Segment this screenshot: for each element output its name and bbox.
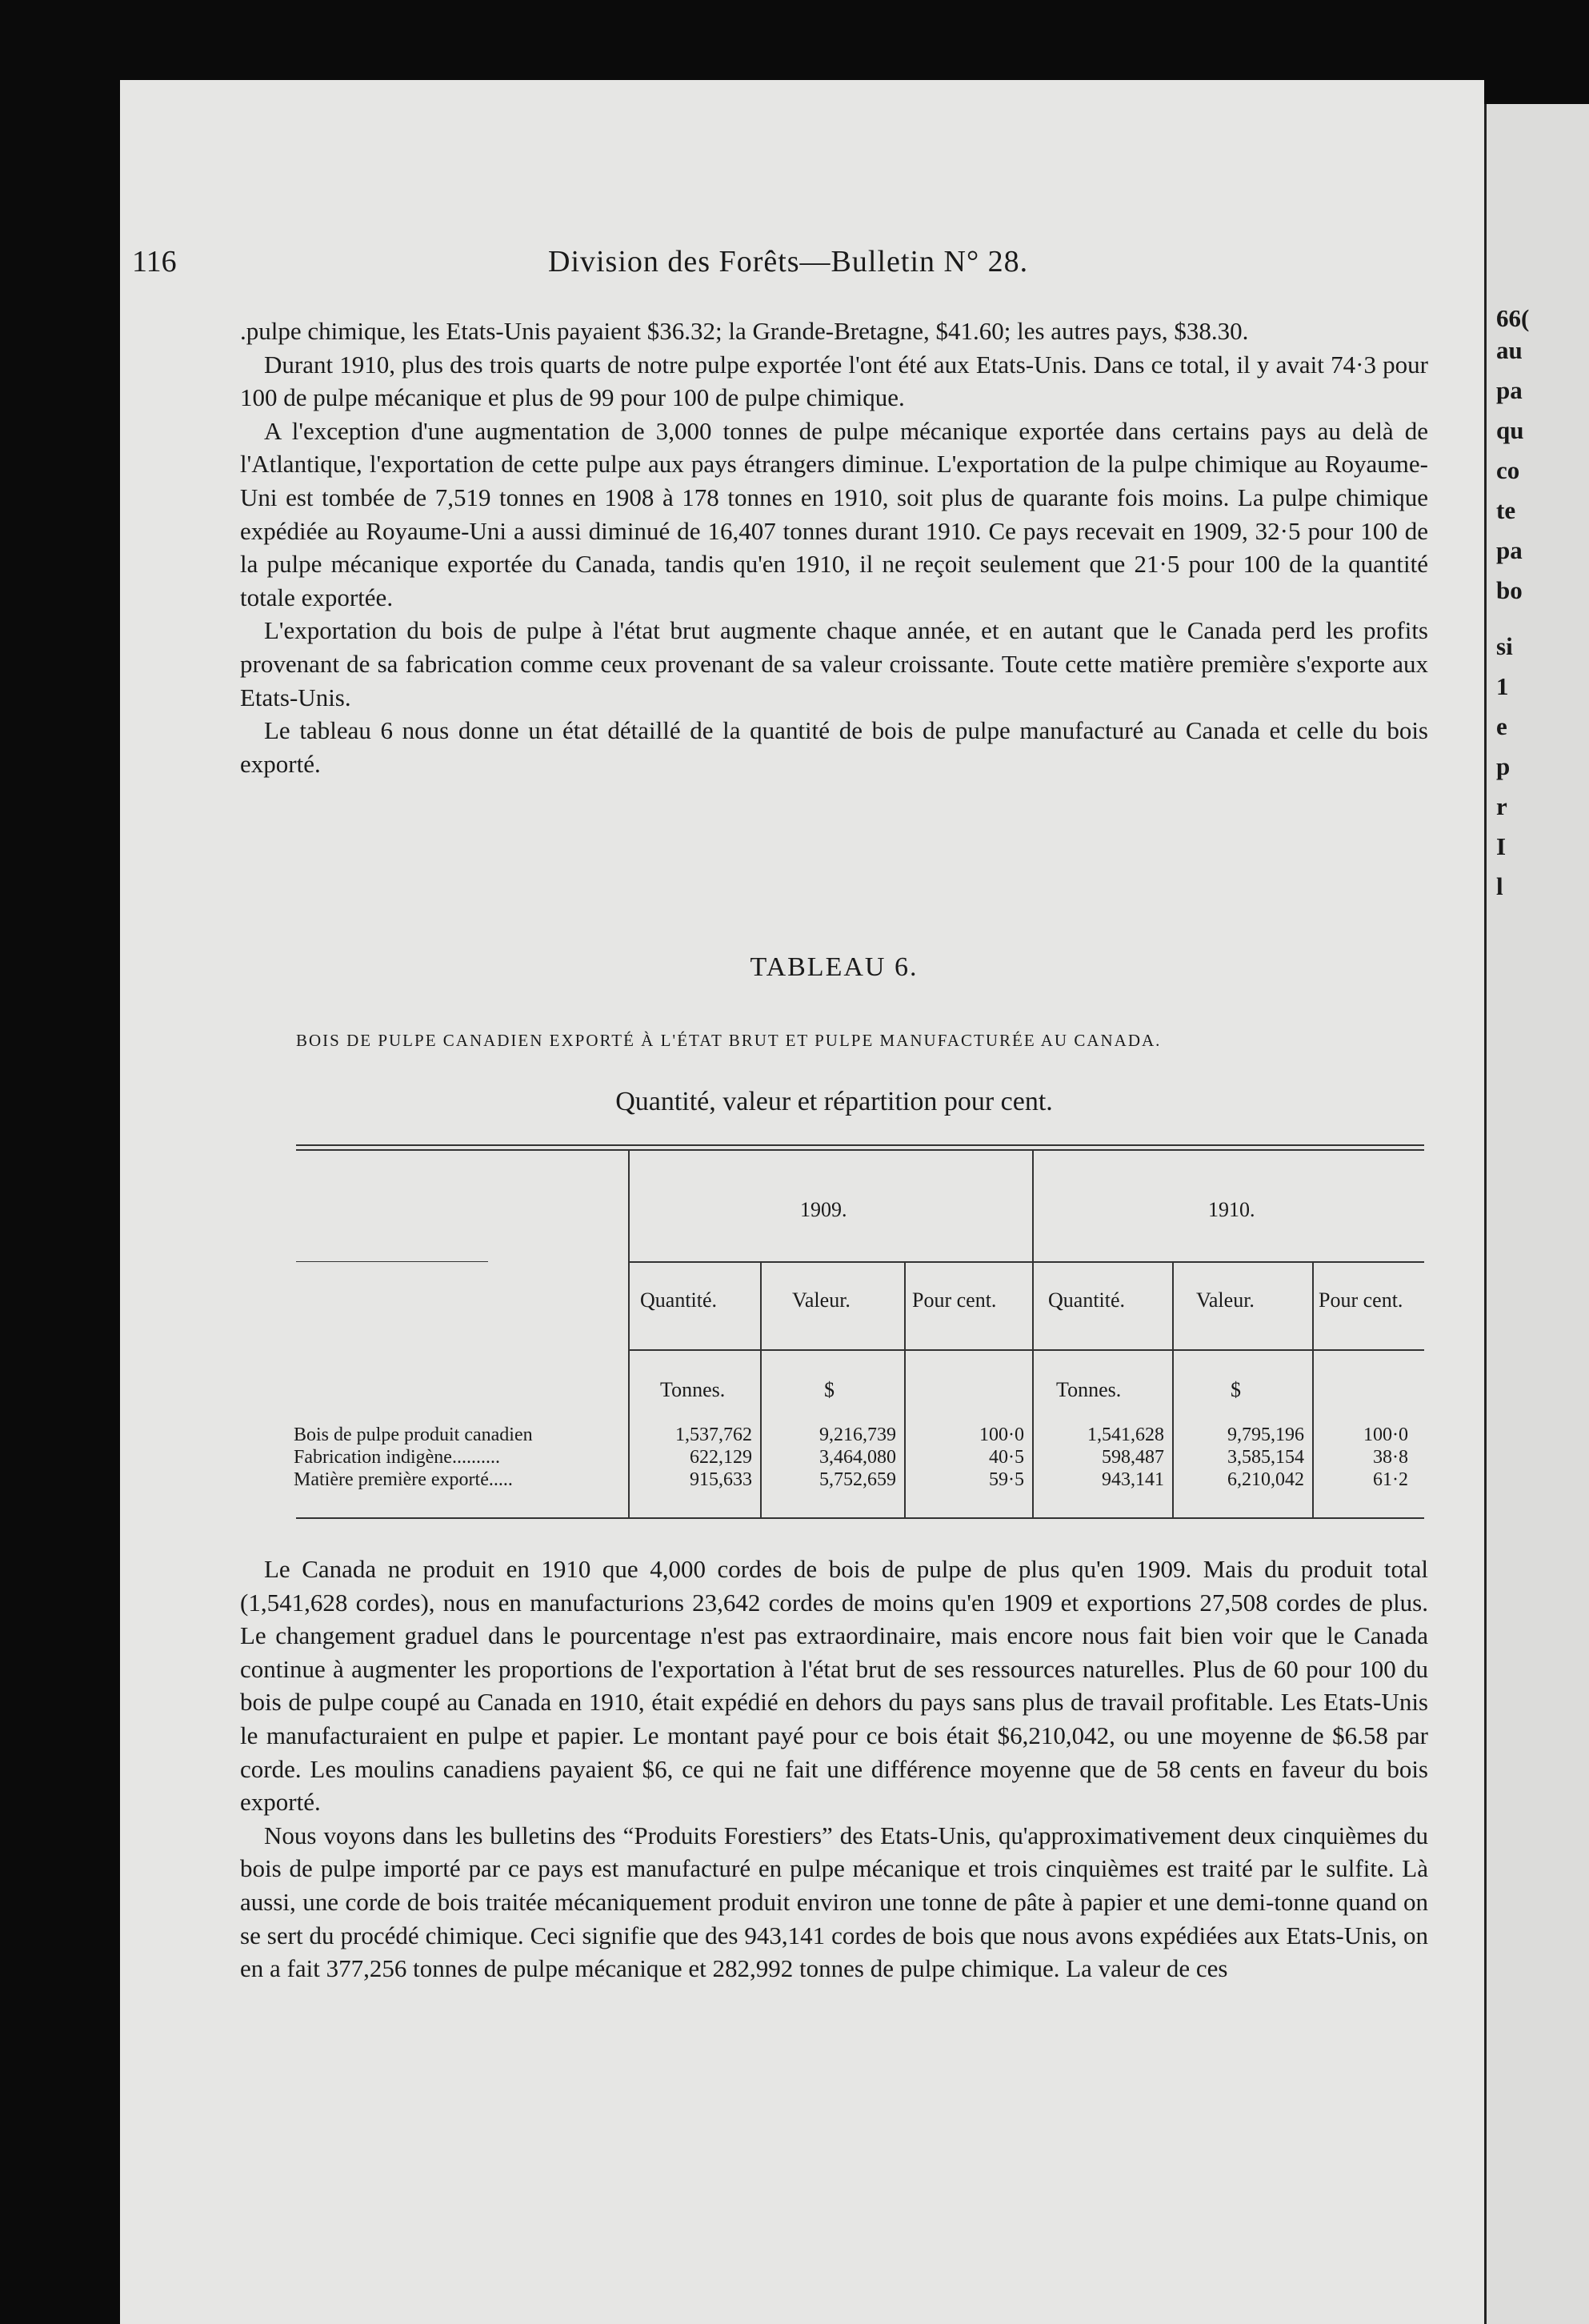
column-header: Quantité. (640, 1288, 718, 1312)
unit-label: $ (1231, 1378, 1241, 1401)
year-header: 1909. (800, 1198, 847, 1221)
column-header: Quantité. (1048, 1288, 1126, 1312)
column-header: Valeur. (792, 1288, 851, 1312)
next-page-fragment: r (1496, 792, 1507, 820)
next-page-fragment: si (1496, 632, 1513, 660)
table-rule (296, 1149, 1424, 1151)
next-page-fragment: pa (1496, 536, 1523, 564)
paragraph: A l'exception d'une augmentation de 3,000 tonnes de pulpe mécanique exportée dans certains pays au delà de l'Atlantique, l'exportation de cette pulpe aux pays étrangers diminue. L'exportation de la pulpe chimique au Royaume-Uni est tombée de 7,519 tonnes en 1908 à 178 tonnes en 1910, soit plus de quarante fois moins. La pulpe chimique expédiée au Royaume-Uni a aussi diminué de 16,407 tonnes durant 1910. Ce pays recevait en 1909, 32·5 pour 100 de la pulpe mécanique exportée du Canada, tandis qu'en 1910, il ne reçoit seulement que 21·5 pour 100 de la quantité totale exportée. (240, 416, 1428, 611)
table-cell: 100·0 (979, 1424, 1024, 1445)
next-page-fragment: I (1496, 832, 1507, 860)
next-page-fragment: qu (1496, 416, 1524, 444)
table-cell: 3,464,080 (819, 1447, 896, 1468)
table-cell: 9,795,196 (1227, 1424, 1304, 1445)
table-rule (1032, 1149, 1034, 1517)
next-page-fragment: co (1496, 456, 1520, 484)
table-cell: 61·2 (1373, 1469, 1408, 1490)
unit-label: Tonnes. (660, 1378, 726, 1401)
table-cell: 943,141 (1102, 1469, 1164, 1490)
table-row-label: Fabrication indigène.......... (294, 1447, 500, 1468)
table-rule (1172, 1261, 1174, 1517)
year-header: 1910. (1208, 1198, 1255, 1221)
paragraph: Le tableau 6 nous donne un état détaillé de la quantité de bois de pulpe manufacturé au Canada et celle du bois exporté. (240, 716, 1428, 778)
table-cell: 38·8 (1373, 1447, 1408, 1468)
table-rule (628, 1261, 1424, 1263)
table-cell: 1,537,762 (675, 1424, 752, 1445)
paragraph: L'exportation du bois de pulpe à l'état brut augmente chaque année, et en autant que le Canada perd les profits provenant de sa fabrication comme ceux provenant de sa valeur croissante. Toute cette matière première s'exporte aux Etats-Unis. (240, 616, 1428, 711)
unit-label: $ (824, 1378, 835, 1401)
body-text-top (240, 315, 1428, 780)
table-cell: 9,216,739 (819, 1424, 896, 1445)
table-title: TABLEAU 6. (750, 952, 919, 982)
next-page-fragment: 66( (1496, 304, 1530, 332)
table-rule (1312, 1261, 1314, 1517)
paragraph: .pulpe chimique, les Etats-Unis payaient $36.32; la Grande-Bretagne, $41.60; les autres pays, $38.30. (240, 317, 1249, 345)
next-page-fragment: p (1496, 752, 1511, 780)
table-rule (904, 1261, 906, 1517)
paragraph: Durant 1910, plus des trois quarts de notre pulpe exportée l'ont été aux Etats-Unis. Dans ce total, il y avait 74·3 pour 100 de pulpe mécanique et plus de 99 pour 100 de pulpe chimique. (240, 350, 1428, 412)
table-row-label: Matière première exporté..... (294, 1469, 513, 1490)
table-cell: 1,541,628 (1087, 1424, 1164, 1445)
column-header: Valeur. (1196, 1288, 1255, 1312)
next-page-fragment: bo (1496, 576, 1523, 604)
table-rule (628, 1349, 1424, 1351)
table-rule (296, 1261, 488, 1262)
table-subtitle: BOIS DE PULPE CANADIEN EXPORTÉ À L'ÉTAT BRUT ET PULPE MANUFACTURÉE AU CANADA. (296, 1031, 1162, 1050)
table-cell: 3,585,154 (1227, 1447, 1304, 1468)
next-page-fragment: l (1496, 872, 1503, 900)
table-cell: 598,487 (1102, 1447, 1164, 1468)
unit-label: Tonnes. (1056, 1378, 1122, 1401)
table-cell: 59·5 (989, 1469, 1024, 1490)
table-rule (760, 1261, 762, 1517)
next-page-fragment: pa (1496, 376, 1523, 404)
column-header: Pour cent. (1319, 1288, 1403, 1312)
table-row-label: Bois de pulpe produit canadien (294, 1424, 533, 1445)
next-page-fragment: au (1496, 336, 1523, 364)
table-cell: 100·0 (1363, 1424, 1408, 1445)
table-rule (296, 1517, 1424, 1519)
next-page-fragment: te (1496, 496, 1516, 524)
column-header: Pour cent. (912, 1288, 997, 1312)
table-cell: 40·5 (989, 1447, 1024, 1468)
next-page-fragment: e (1496, 712, 1507, 740)
adjacent-page-edge (1484, 104, 1589, 2324)
page-number: 116 (132, 245, 177, 278)
next-page-fragment: 1 (1496, 672, 1509, 700)
table-cell: 915,633 (690, 1469, 752, 1490)
body-text-bottom (240, 1553, 1428, 1985)
table-cell: 6,210,042 (1227, 1469, 1304, 1490)
table-rule (296, 1144, 1424, 1146)
running-title: Division des Forêts—Bulletin N° 28. (548, 245, 1029, 278)
table-cell: 622,129 (690, 1447, 752, 1468)
table-rule (628, 1149, 630, 1517)
paragraph: Le Canada ne produit en 1910 que 4,000 cordes de bois de pulpe de plus qu'en 1909. Mais du produit total (1,541,628 cordes), nous en manufacturions 23,642 cordes de moins qu'en 1909 et exportions 27,508 cordes de plus. Le changement graduel dans le pourcentage n'est pas extraordinaire, mais encore nous fait bien voir que le Canada continue à augmenter les proportions de l'exportation à l'état brut de ses ressources naturelles. Plus de 60 pour 100 du bois de pulpe coupé au Canada en 1910, était expédié en dehors du pays sans plus de travail profitable. Les Etats-Unis le manufacturaient en pulpe et papier. Le montant payé pour ce bois était $6,210,042, ou une moyenne de $6.58 par corde. Les moulins canadiens payaient $6, ce qui ne fait une différence moyenne que de 58 cents en faveur du bois exporté. (240, 1555, 1428, 1817)
paragraph: Nous voyons dans les bulletins des “Produits Forestiers” des Etats-Unis, qu'approximativement deux cinquièmes du bois de pulpe importé par ce pays est manufacturé en pulpe mécanique et trois cinquièmes est traité par le sulfite. Là aussi, une corde de bois traitée mécaniquement produit environ une tonne de pâte à papier et une demi-tonne quand on se sert du procédé chimique. Ceci signifie que des 943,141 cordes de bois que nous avons expédiées aux Etats-Unis, on en a fait 377,256 tonnes de pulpe mécanique et 282,992 tonnes de pulpe chimique. La valeur de ces (240, 1821, 1428, 1983)
table-caption: Quantité, valeur et répartition pour cent. (615, 1087, 1053, 1116)
table-cell: 5,752,659 (819, 1469, 896, 1490)
